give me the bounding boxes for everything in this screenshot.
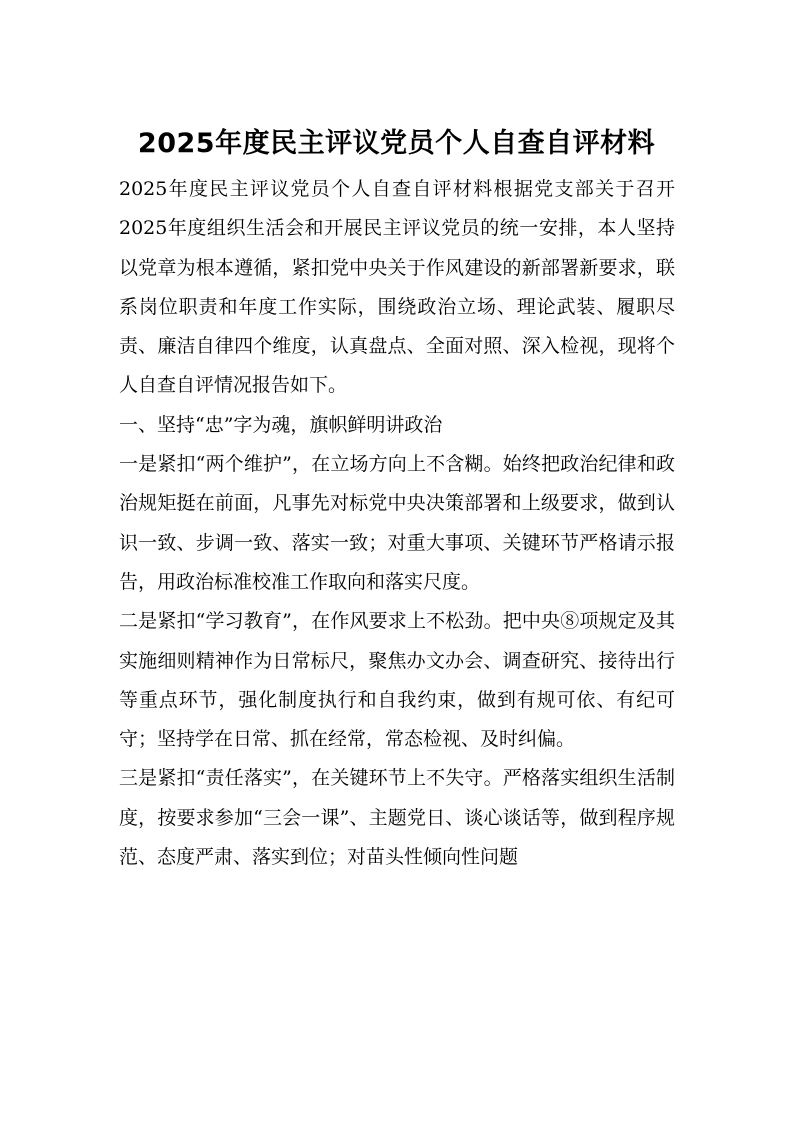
- document-body: [119, 170, 675, 877]
- document-title: 2025年度民主评议党员个人自查自评材料: [137, 128, 656, 159]
- section-heading: 一、坚持“忠”字为魂，旗帜鲜明讲政治: [119, 413, 443, 436]
- body-paragraph: 三是紧扣“责任落实”，在关键环节上不失守。严格落实组织生活制度，按要求参加“三会一课”、主题党日、谈心谈话等，做到程序规范、态度严肃、落实到位；对苗头性倾向性问题: [119, 767, 675, 869]
- intro-paragraph: 2025年度民主评议党员个人自查自评材料根据党支部关于召开2025年度组织生活会和开展民主评议党员的统一安排，本人坚持以党章为根本遵循，紧扣党中央关于作风建设的新部署新要求，联系岗位职责和年度工作实际，围绕政治立场、理论武装、履职尽责、廉洁自律四个维度，认真盘点、全面对照、深入检视，现将个人自查自评情况报告如下。: [119, 178, 675, 397]
- body-paragraph: 二是紧扣“学习教育”，在作风要求上不松劲。把中央⑧项规定及其实施细则精神作为日常标尺，聚焦办文办会、调查研究、接待出行等重点环节，强化制度执行和自我约束，做到有规可依、有纪可守；坚持学在日常、抓在经常，常态检视、及时纠偏。: [119, 610, 675, 751]
- body-paragraph: 一是紧扣“两个维护”，在立场方向上不含糊。始终把政治纪律和政治规矩挺在前面，凡事先对标党中央决策部署和上级要求，做到认识一致、步调一致、落实一致；对重大事项、关键环节严格请示报告，用政治标准校准工作取向和落实尺度。: [119, 453, 675, 593]
